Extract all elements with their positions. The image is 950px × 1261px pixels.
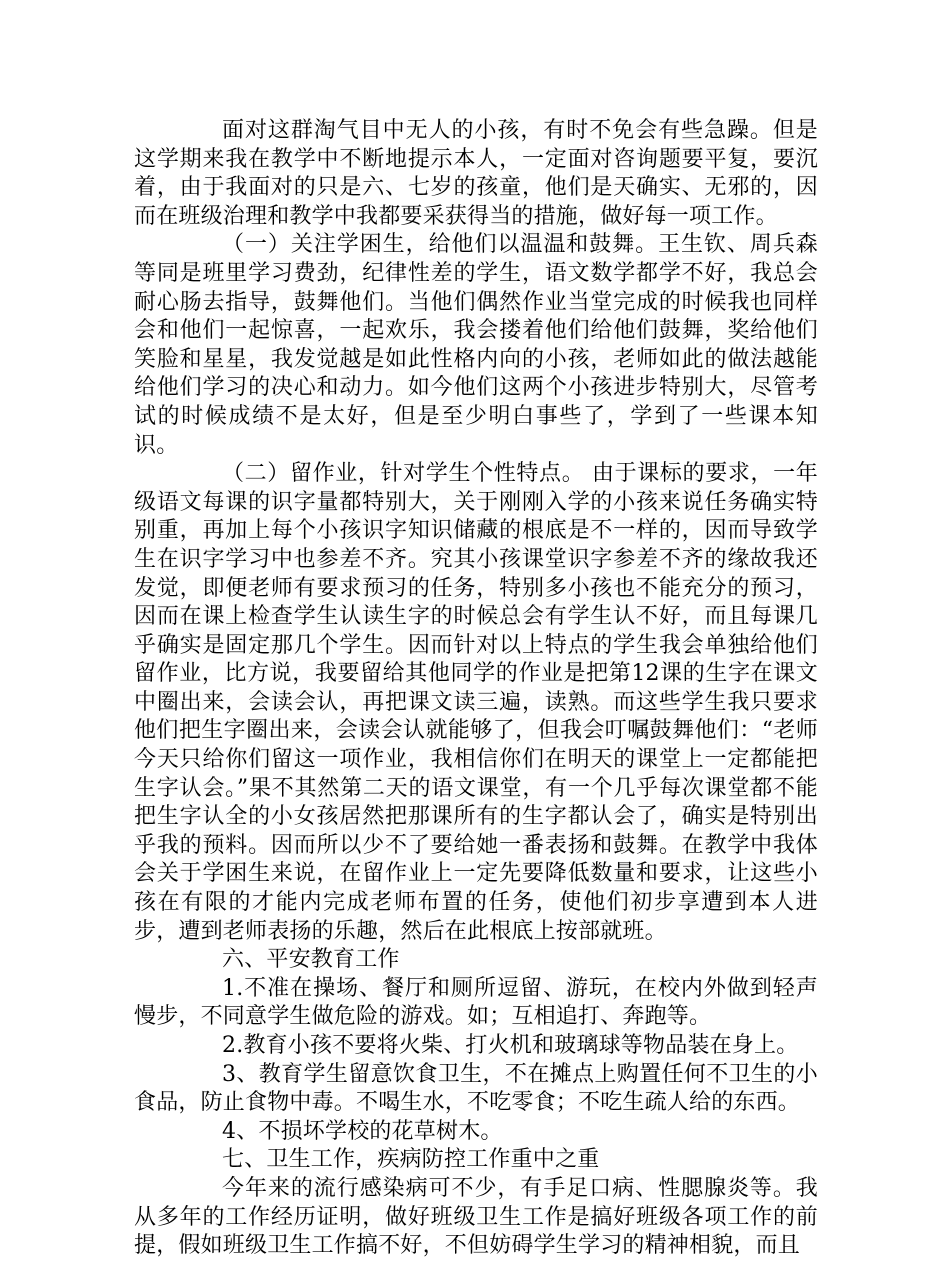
list-item-safety-2: 2.教育小孩不要将火柴、打火机和玻璃球等物品装在身上。 bbox=[222, 1033, 799, 1058]
section-heading-hygiene: 七、卫生工作，疾病防控工作重中之重 bbox=[222, 1147, 600, 1173]
paragraph-homework: （二）留作业，针对学生个性特点。 由于课标的要求，一年级语文每课的识字量都特别大，关于刚刚入学的小孩来说任务确实特别重，再加上每个小孩识字知识储藏的根底是不一样的，因而导致学生在识字学习中也参差不齐。究其小孩课堂识字参差不齐的缘故我还发觉，即便老师有要求预习的任务，特别多小孩也不能充分的预习，因而在课上检查学生认读生字的时候总会有学生认不好，而且每课几乎确实是固定那几个学生。因而针对以上特点的学生我会单独给他们留作业，比方说，我要留给其他同学的作业是把第12课的生字在课文中圈出来，会读会认，再把课文读三遍，读熟。而这些学生我只要求他们把生字圈出来，会读会认就能够了，但我会叮嘱鼓舞他们：“老师今天只给你们留这一项作业，我相信你们在明天的课堂上一定都能把生字认会。”果不其然第二天的语文课堂，有一个几乎每次课堂都不能把生字认全的小女孩居然把那课所有的生字都认会了，确实是特别出乎我的预料。因而所以少不了要给她一番表扬和鼓舞。在教学中我体会关于学困生来说，在留作业上一定先要降低数量和要求，让这些小孩在有限的才能内完成老师布置的任务，使他们初步享遭到本人进步，遭到老师表扬的乐趣，然后在此根底上按部就班。 bbox=[134, 461, 818, 944]
paragraph-intro: 面对这群淘气目中无人的小孩，有时不免会有些急躁。但是这学期来我在教学中不断地提示本人，一定面对咨询题要平复，要沉着，由于我面对的只是六、七岁的孩童，他们是天确实、无邪的，因而在班级治理和教学中我都要采获得当的措施，做好每一项工作。 bbox=[134, 118, 818, 229]
paragraph-struggling-students: （一）关注学困生，给他们以温温和鼓舞。王生钦、周兵森等同是班里学习费劲，纪律性差的学生，语文数学都学不好，我总会耐心肠去指导，鼓舞他们。当他们偶然作业当堂完成的时候我也同样会和他们一起惊喜，一起欢乐，我会搂着他们给他们鼓舞，奖给他们笑脸和星星，我发觉越是如此性格内向的小孩，老师如此的做法越能给他们学习的决心和动力。如今他们这两个小孩进步特别大，尽管考试的时候成绩不是太好，但是至少明白事些了，学到了一些课本知识。 bbox=[134, 232, 818, 458]
paragraph-hygiene: 今年来的流行感染病可不少，有手足口病、性腮腺炎等。我从多年的工作经历证明，做好班级卫生工作是搞好班级各项工作的前提，假如班级卫生工作搞不好，不但妨碍学生学习的精神相貌，而且 bbox=[134, 1175, 818, 1259]
section-heading-safety: 六、平安教育工作 bbox=[222, 947, 400, 973]
document-body bbox=[134, 117, 818, 1261]
list-item-safety-3: 3、教育学生留意饮食卫生，不在摊点上购置任何不卫生的小食品，防止食物中毒。不喝生水，不吃零食；不吃生疏人给的东西。 bbox=[134, 1061, 818, 1116]
list-item-safety-1: 1.不准在操场、餐厅和厕所逗留、游玩，在校内外做到轻声慢步，不同意学生做危险的游戏。如；互相追打、奔跑等。 bbox=[134, 975, 818, 1030]
list-item-safety-4: 4、不损坏学校的花草树木。 bbox=[222, 1118, 503, 1144]
